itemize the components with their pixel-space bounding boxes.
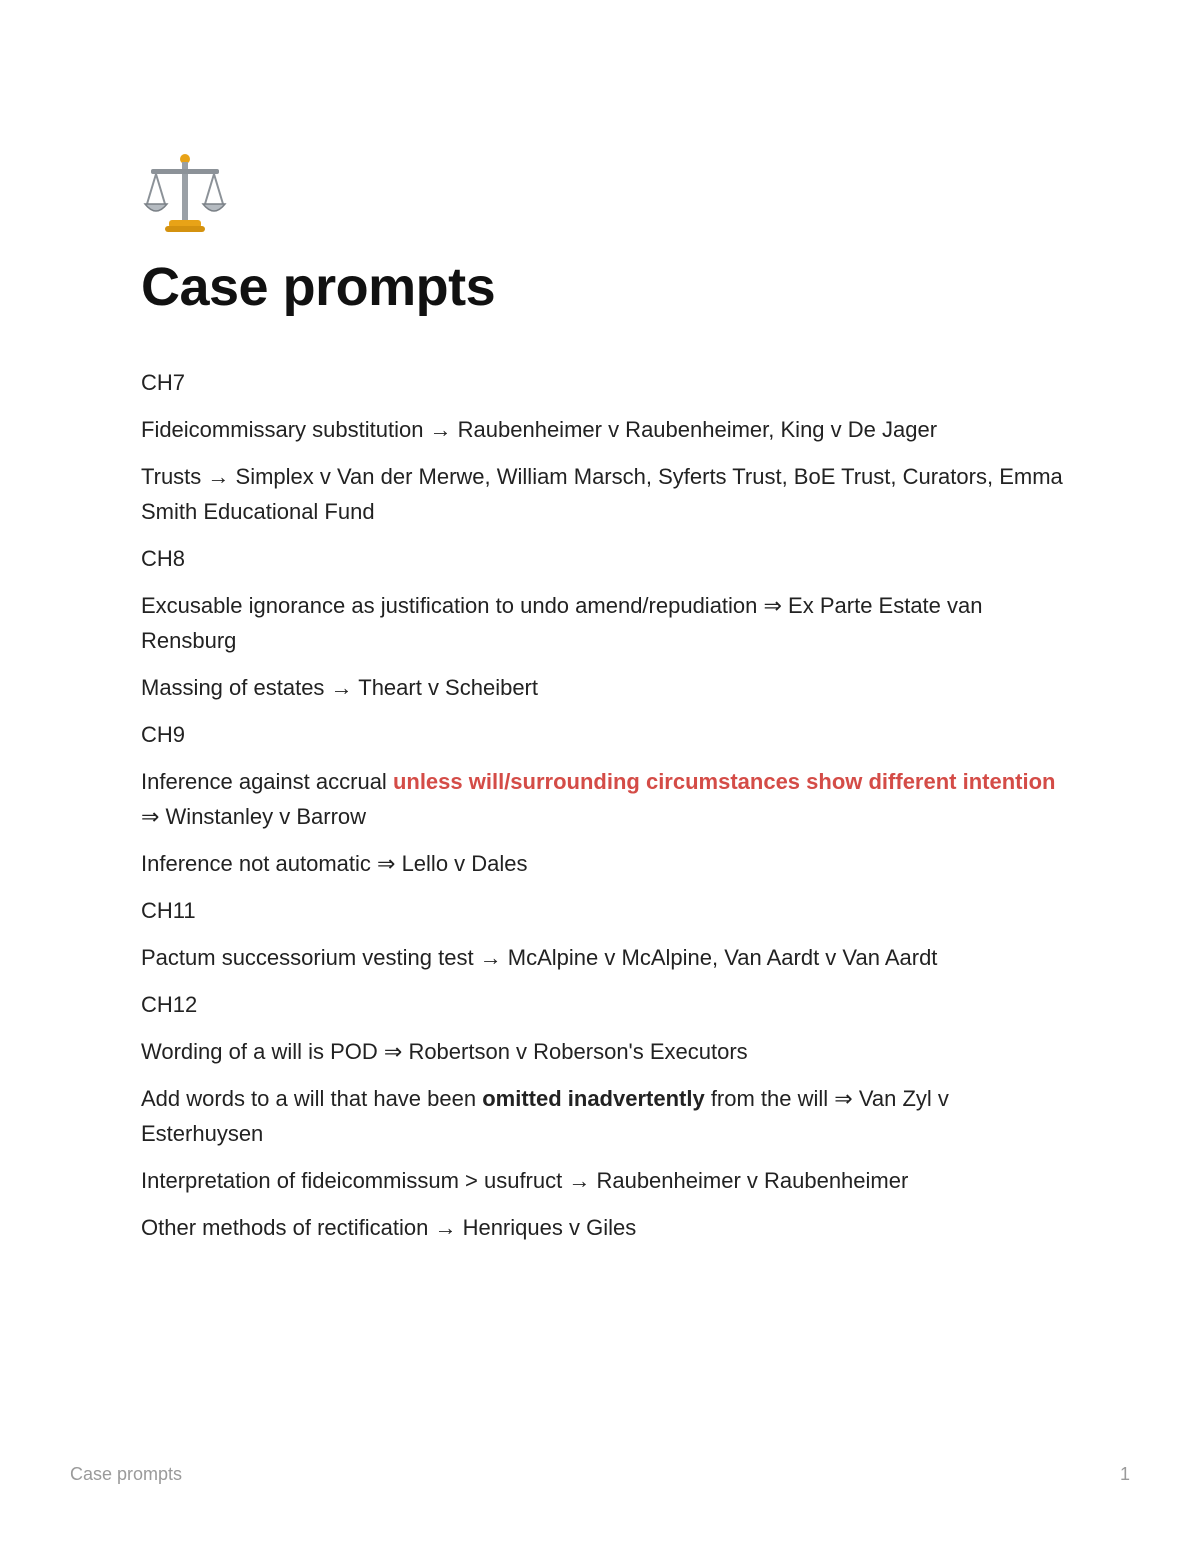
line-text: Inference against accrual (141, 769, 393, 794)
footer-title: Case prompts (70, 1464, 183, 1484)
document-body (141, 365, 1071, 1257)
chapter-heading: CH9 (141, 722, 186, 747)
line-text: Wording of a will is POD ⇒ Robertson v Roberson's Executors (141, 1039, 748, 1064)
case-prompt-line (141, 1081, 1071, 1151)
case-prompt-line (141, 1163, 1071, 1198)
case-prompt-line (141, 846, 1071, 881)
line-text: Inference not automatic ⇒ Lello v Dales (141, 851, 528, 876)
case-prompt-line (141, 459, 1071, 529)
line-text: Other methods of rectification → Henriques v Giles (141, 1215, 637, 1240)
case-prompt-line (141, 1034, 1071, 1069)
line-text: Pactum successorium vesting test → McAlpine v McAlpine, Van Aardt v Van Aardt (141, 945, 938, 970)
case-prompt-line (141, 412, 1071, 447)
line-text: Add words to a will that have been (141, 1086, 483, 1111)
footer-page-number: 1 (1119, 1464, 1130, 1484)
chapter-heading: CH11 (141, 898, 196, 923)
chapter-heading: CH8 (141, 546, 186, 571)
line-text: from the will ⇒ Van Zyl v Esterhuysen (141, 1086, 949, 1146)
case-prompt-line (141, 764, 1071, 834)
line-text: Interpretation of fideicommissum > usufruct → Raubenheimer v Raubenheimer (141, 1168, 909, 1193)
line-text: Excusable ignorance as justification to undo amend/repudiation ⇒ Ex Parte Estate van Rensburg (141, 593, 983, 653)
case-prompt-line (141, 588, 1071, 658)
highlight-text: unless will/surrounding circumstances show different intention (392, 769, 1056, 794)
line-text: Fideicommissary substitution → Raubenheimer v Raubenheimer, King v De Jager (141, 417, 938, 442)
case-prompt-line (141, 1210, 1071, 1245)
line-text: ⇒ Winstanley v Barrow (141, 804, 367, 829)
line-text: Massing of estates → Theart v Scheibert (141, 675, 538, 700)
line-text: Trusts → Simplex v Van der Merwe, William Marsch, Syferts Trust, BoE Trust, Curators, Emma Smith Educational Fund (141, 464, 1063, 524)
bold-text: omitted inadvertently (482, 1086, 705, 1111)
chapter-heading: CH12 (141, 992, 198, 1017)
page-title: Case prompts (141, 257, 496, 317)
case-prompt-line (141, 940, 1071, 975)
case-prompt-line (141, 670, 1071, 705)
chapter-heading: CH7 (141, 370, 186, 395)
balance-scale-icon (143, 152, 227, 236)
